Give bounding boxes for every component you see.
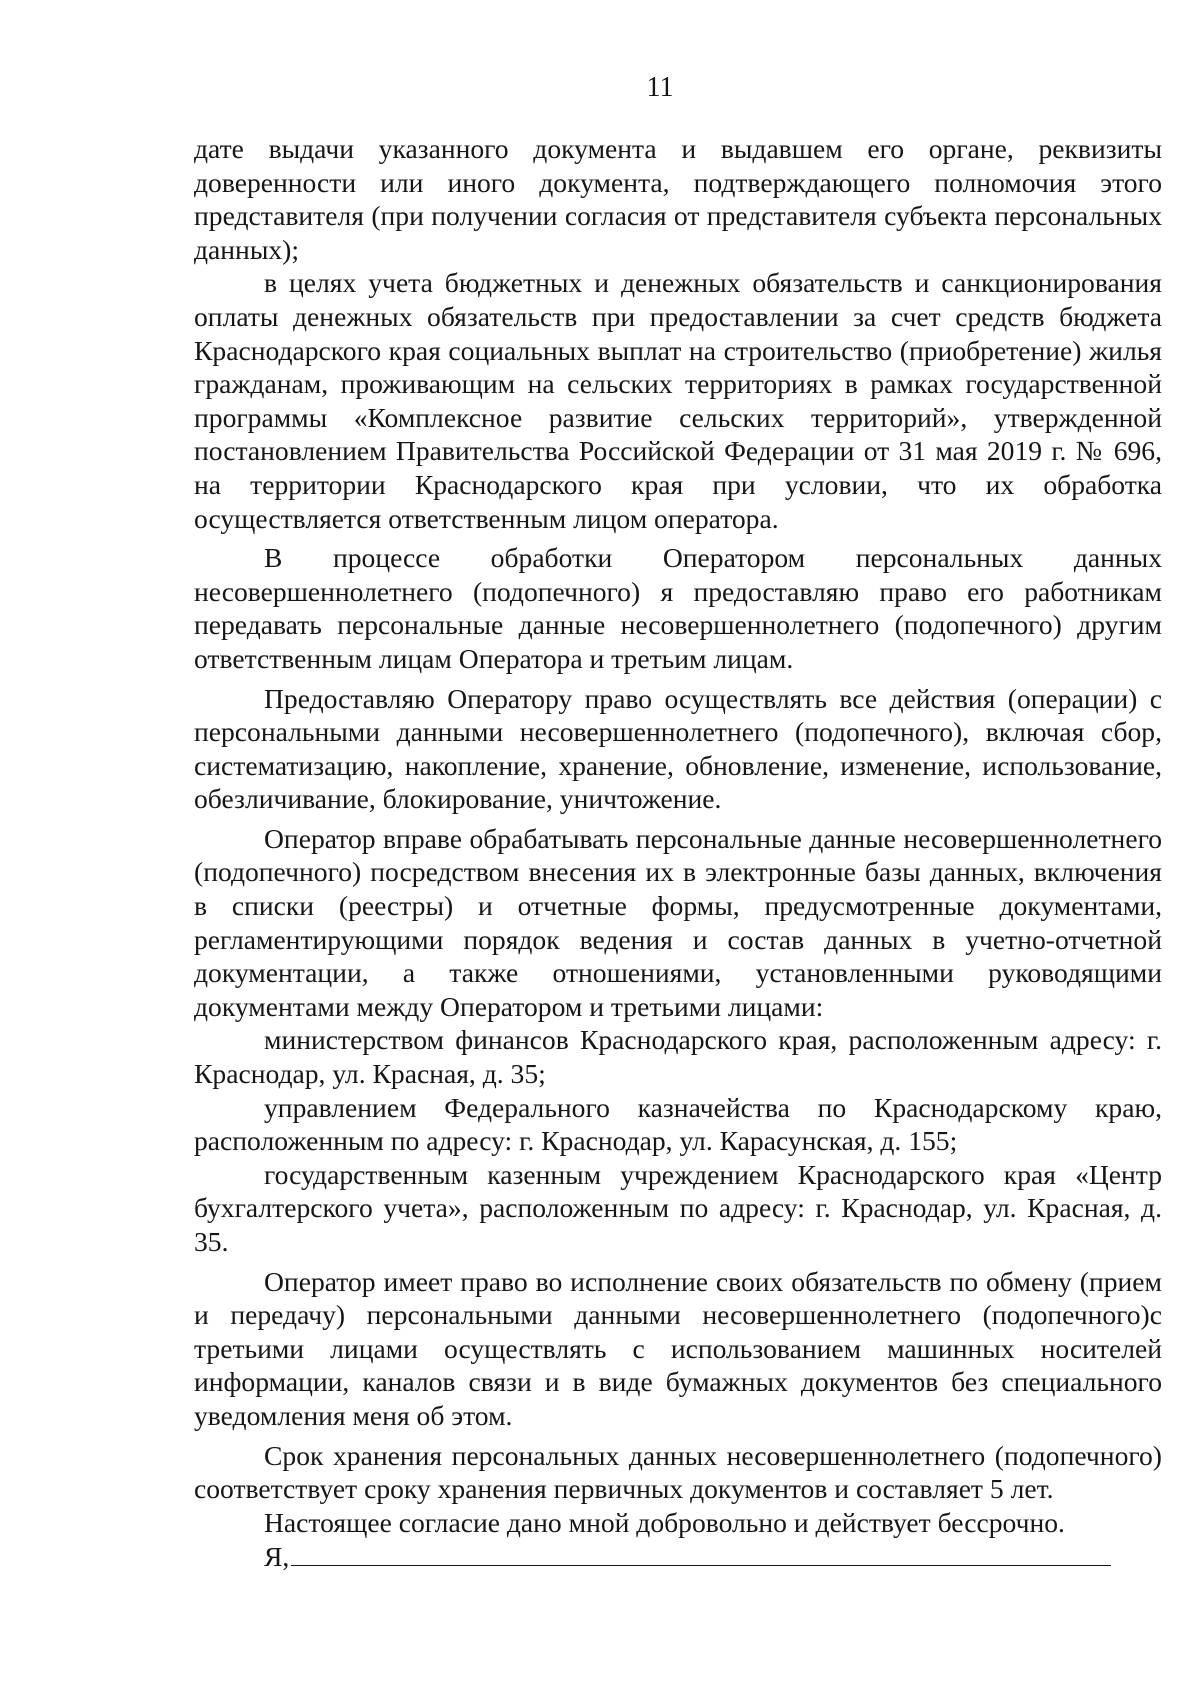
paragraph-operations-right: Предоставляю Оператору право осуществлять все действия (операции) с персональными данными несовершеннолетнего (подопечного), включая сбор, систематизацию, накопление, хранение, обновление, изменение, использование, обезличивание, блокирование, уничтожение. <box>194 682 1162 815</box>
paragraph-data-exchange: Оператор имеет право во исполнение своих обязательств по обмену (прием и передачу) персональными данными несовершеннолетнего (подопечного)с третьими лицами осуществлять с использованием машинных носителей информации, каналов связи и в виде бумажных документов без специального уведомления меня об этом. <box>194 1265 1162 1431</box>
paragraph-consent-validity: Настоящее согласие дано мной добровольно и действует бессрочно. <box>264 1506 1065 1538</box>
signature-line <box>194 1539 1162 1574</box>
paragraph-transfer-right: В процессе обработки Оператором персональных данных несовершеннолетнего (подопечного) я предоставляю право его работникам передавать персональные данные несовершеннолетнего (подопечного) другим ответственным лицам Оператора и третьим лицам. <box>194 542 1162 674</box>
document-body <box>194 132 1162 1574</box>
paragraph-storage-term: Срок хранения персональных данных несовершеннолетнего (подопечного) соответствует сроку хранения первичных документов и составляет 5 лет. <box>194 1439 1162 1505</box>
paragraph-ministry-finance: министерством финансов Краснодарского края, расположенным адресу: г. Краснодар, ул. Красная, д. 35; <box>194 1024 1162 1090</box>
signature-blank[interactable] <box>291 1539 1111 1566</box>
paragraph-processing-methods: Оператор вправе обрабатывать персональные данные несовершеннолетнего (подопечного) посредством внесения их в электронные базы данных, включения в списки (реестры) и отчетные формы, предусмотренные документами, регламентирующими порядок ведения и состав данных в учетно-отчетной документации, а также отношениями, установленными руководящими документами между Оператором и третьими лицами: <box>194 822 1162 1022</box>
paragraph-representative-details: дате выдачи указанного документа и выдавшем его органе, реквизиты доверенности или иного документа, подтверждающего полномочия этого представителя (при получении согласия от представителя субъекта персональных данных); <box>194 133 1162 265</box>
signature-prefix: Я, <box>264 1541 290 1573</box>
page-number: 11 <box>646 72 674 103</box>
paragraph-accounting-center: государственным казенным учреждением Краснодарского края «Центр бухгалтерского учета», расположенным по адресу: г. Краснодар, ул. Красная, д. 35. <box>194 1158 1162 1257</box>
paragraph-budget-obligations: в целях учета бюджетных и денежных обязательств и санкционирования оплаты денежных обязательств при предоставлении за счет средств бюджета Краснодарского края социальных выплат на строительство (приобретение) жилья гражданам, проживающим на сельских территориях в рамках государственной программы «Комплексное развитие сельских территорий», утвержденной постановлением Правительства Российской Федерации от 31 мая 2019 г. № 696, на территории Краснодарского края при условии, что их обработка осуществляется ответственным лицом оператора. <box>194 267 1162 534</box>
paragraph-federal-treasury: управлением Федерального казначейства по Краснодарскому краю, расположенным по адресу: г. Краснодар, ул. Карасунская, д. 155; <box>194 1091 1162 1157</box>
